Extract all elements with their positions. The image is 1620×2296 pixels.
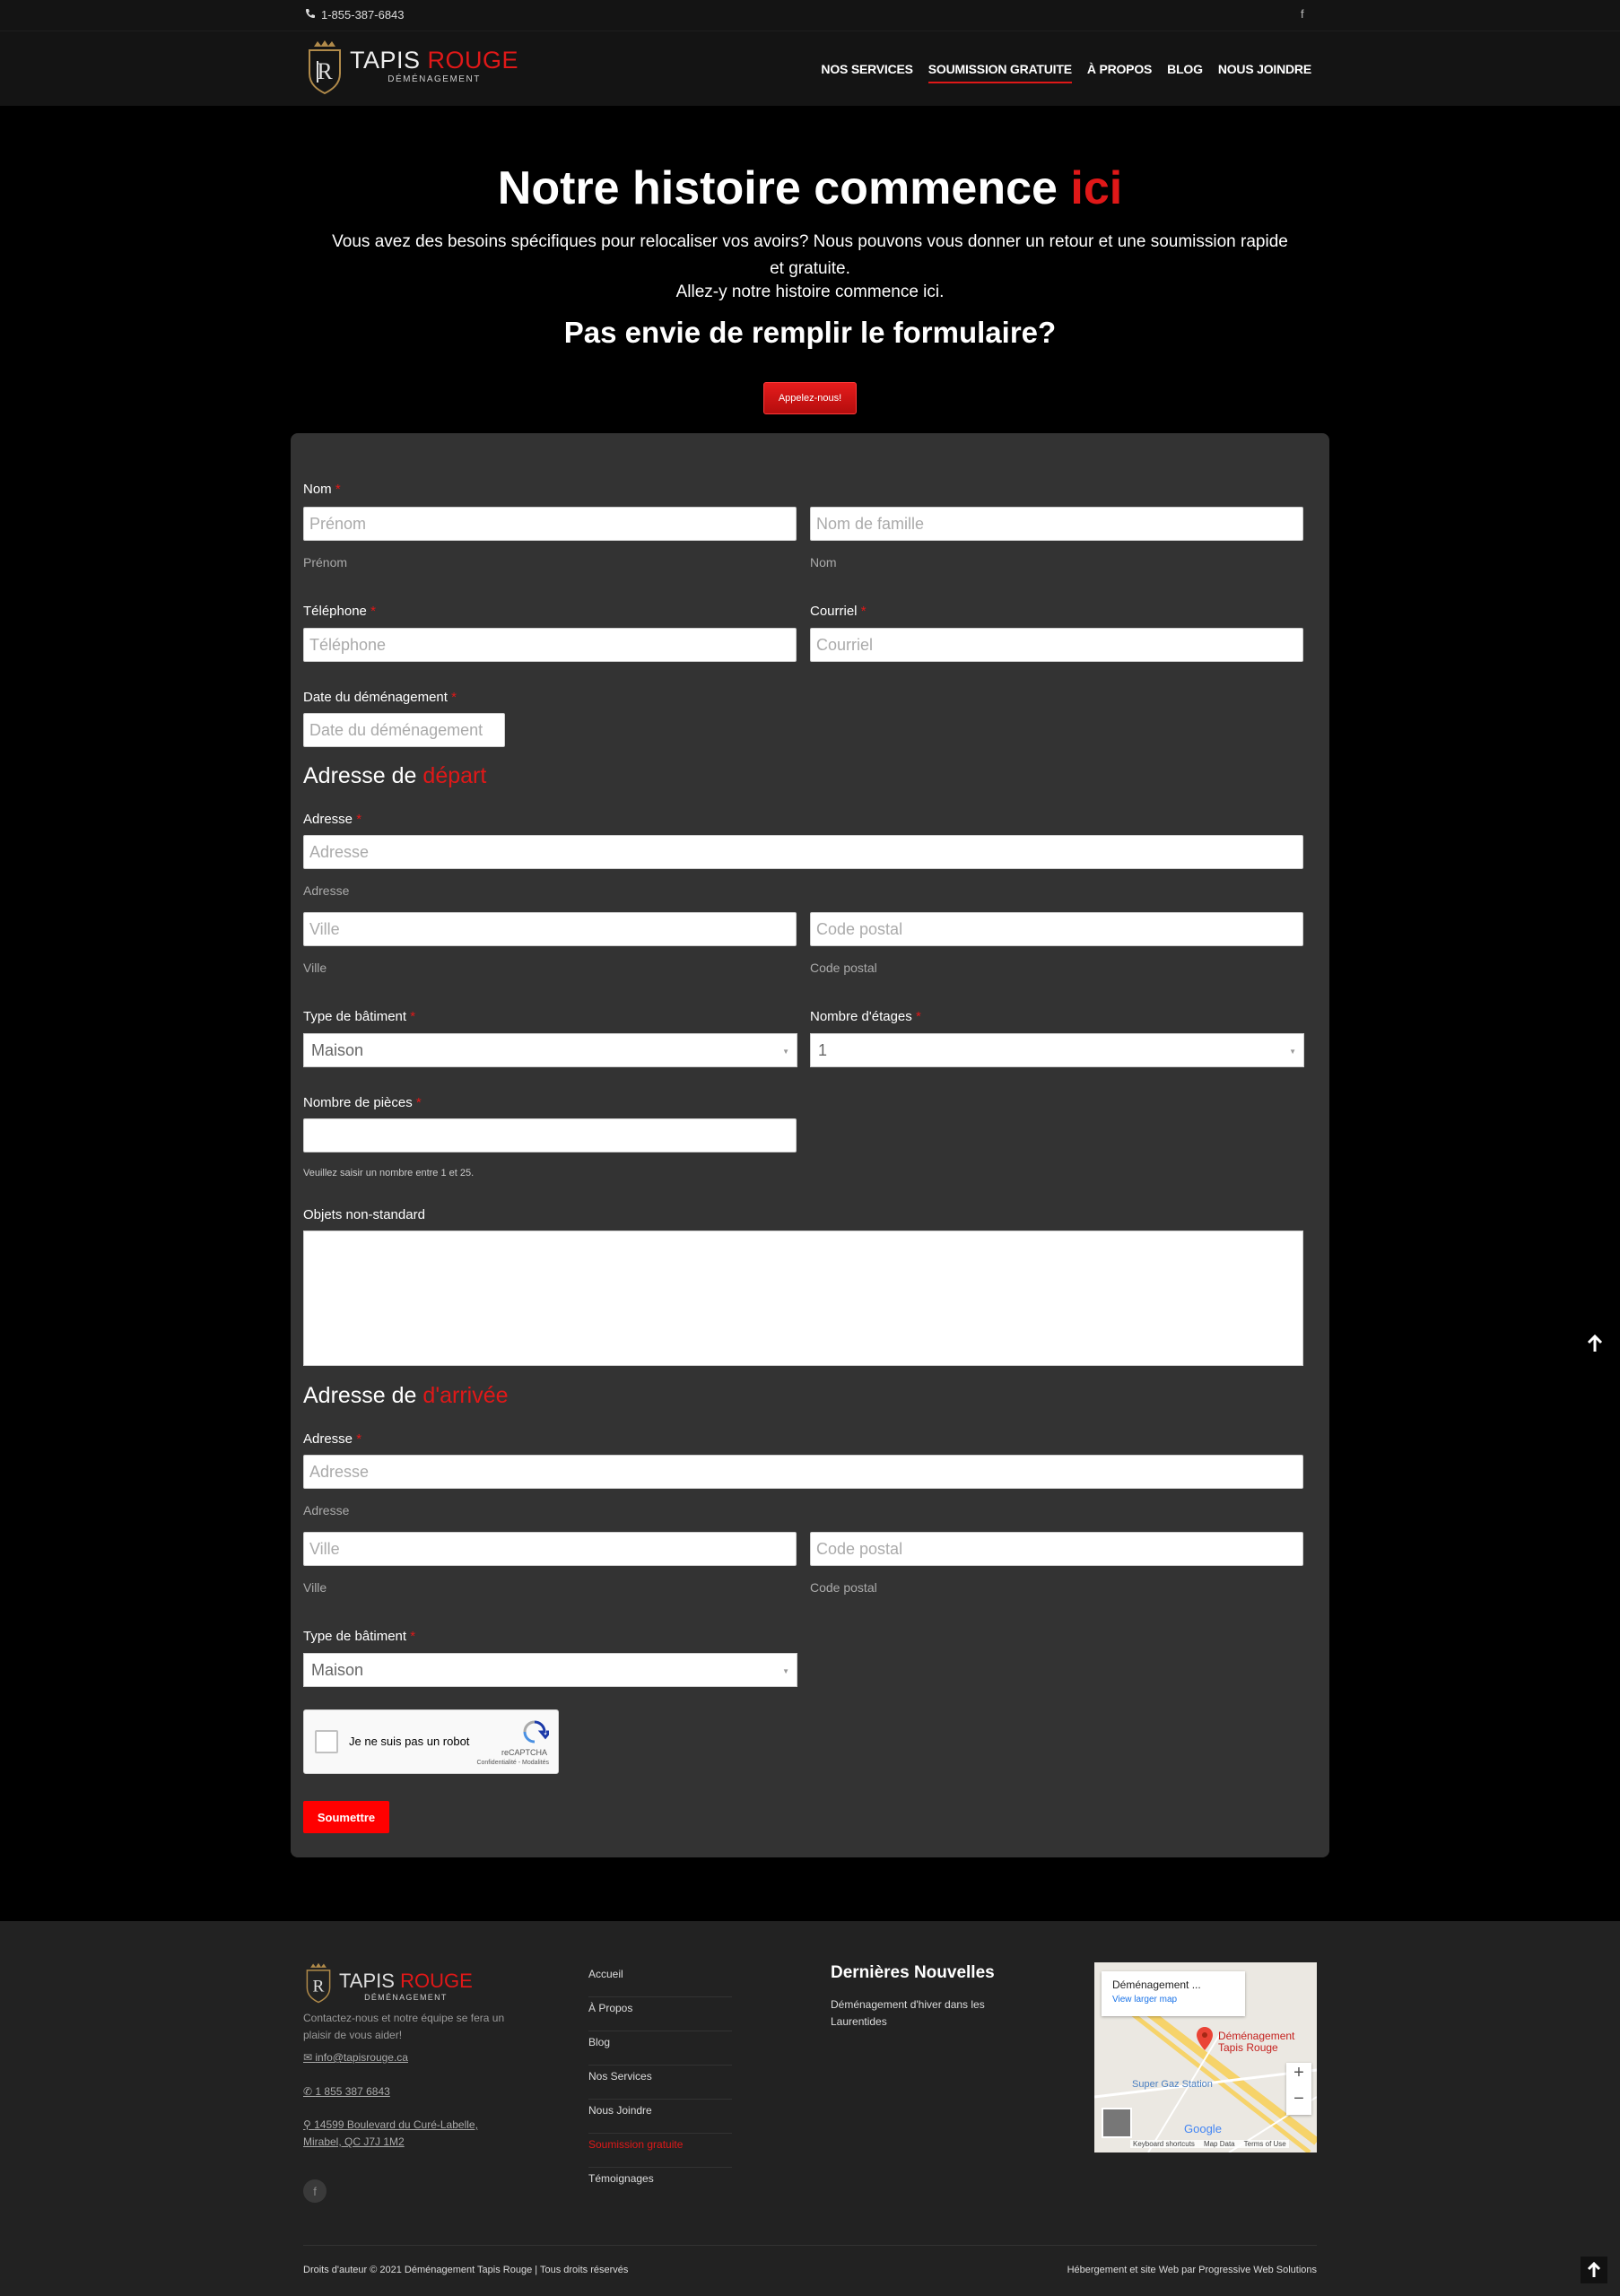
- map-marker-label-2: Tapis Rouge: [1218, 2041, 1278, 2054]
- footer-address-link[interactable]: [303, 2118, 478, 2131]
- floors-label-text: Nombre d'étages: [810, 1009, 912, 1024]
- credit-text[interactable]: Hébergement et site Web par Progressive Web Solutions: [1067, 2265, 1317, 2275]
- footer-logo[interactable]: [303, 1962, 473, 2008]
- departure-title-accent: départ: [422, 763, 487, 788]
- rooms-label-text: Nombre de pièces: [303, 1095, 413, 1110]
- footer-brand-subtitle: DÉMÉNAGEMENT: [364, 1992, 448, 2002]
- footer-address-line2[interactable]: Mirabel, QC J7J 1M2: [303, 2135, 405, 2148]
- recaptcha-checkbox[interactable]: [315, 1730, 338, 1753]
- recaptcha-brand: reCAPTCHA: [501, 1748, 547, 1757]
- chevron-down-icon: ▼: [782, 1048, 789, 1056]
- recaptcha-links[interactable]: Confidentialité - Modalités: [476, 1760, 549, 1766]
- departure-address-input[interactable]: Adresse: [303, 835, 1303, 869]
- phone-label: [303, 604, 376, 619]
- footer-phone: 1 855 387 6843: [315, 2085, 390, 2098]
- map-zoom-controls: [1286, 2063, 1311, 2115]
- site-header: [0, 30, 1620, 106]
- arrival-building-label-text: Type de bâtiment: [303, 1629, 407, 1644]
- departure-city-input[interactable]: Ville: [303, 912, 797, 946]
- intro-paragraph: Vous avez des besoins spécifiques pour relocaliser vos avoirs? Nous pouvons vous donner un retour et une soumission rapide et gratuite.: [332, 232, 1288, 278]
- departure-building-value: Maison: [311, 1040, 364, 1059]
- map-place-card: [1102, 1971, 1245, 2016]
- footer-menu-soumission[interactable]: Soumission gratuite: [588, 2134, 732, 2168]
- brand-text: [350, 47, 518, 84]
- departure-building-label-text: Type de bâtiment: [303, 1009, 407, 1024]
- nonstandard-label: Objets non-standard: [303, 1207, 425, 1222]
- recaptcha-text: Je ne suis pas un robot: [349, 1735, 470, 1748]
- phone-icon: [305, 8, 316, 22]
- first-name-input[interactable]: Prénom: [303, 507, 797, 541]
- footer-address-line1: 14599 Boulevard du Curé-Labelle,: [314, 2118, 478, 2131]
- footer-brand-part2: ROUGE: [400, 1969, 473, 1992]
- phone-input[interactable]: Téléphone: [303, 628, 797, 662]
- footer-email-link[interactable]: [303, 2051, 408, 2064]
- required-mark: *: [860, 604, 867, 619]
- arrival-address-input[interactable]: Adresse: [303, 1455, 1303, 1489]
- departure-address-sublabel: Adresse: [303, 883, 350, 898]
- map-data[interactable]: Map Data: [1203, 2140, 1235, 2148]
- brand-name-part1: TAPIS: [350, 47, 428, 74]
- arrival-postal-sublabel: Code postal: [810, 1580, 877, 1595]
- date-label: [303, 690, 457, 705]
- map-satellite-thumbnail[interactable]: [1102, 2108, 1132, 2138]
- news-title: Dernières Nouvelles: [831, 1963, 995, 1982]
- main-nav: [821, 62, 1311, 83]
- top-phone-text: 1-855-387-6843: [321, 8, 405, 22]
- footer-email: info@tapisrouge.ca: [315, 2051, 408, 2064]
- floors-label: [810, 1009, 921, 1024]
- footer-menu-services[interactable]: Nos Services: [588, 2066, 732, 2100]
- zoom-in-icon[interactable]: +: [1293, 2063, 1304, 2083]
- floors-select[interactable]: [810, 1033, 1304, 1067]
- top-bar: [0, 0, 1620, 30]
- arrival-postal-input[interactable]: Code postal: [810, 1532, 1303, 1566]
- map-terms[interactable]: Terms of Use: [1243, 2140, 1286, 2148]
- submit-button[interactable]: Soumettre: [303, 1801, 389, 1833]
- intro-paragraph-2: Allez-y notre histoire commence ici.: [675, 283, 945, 301]
- required-mark: *: [335, 482, 341, 497]
- footer-menu-a-propos[interactable]: À Propos: [588, 1997, 732, 2031]
- copyright-text: Droits d'auteur © 2021 Déménagement Tapis Rouge | Tous droits réservés: [303, 2265, 629, 2275]
- zoom-out-icon[interactable]: −: [1293, 2089, 1304, 2109]
- footer-menu-joindre[interactable]: Nous Joindre: [588, 2100, 732, 2134]
- nav-soumission[interactable]: SOUMISSION GRATUITE: [928, 62, 1072, 83]
- envelope-icon: ✉: [303, 2051, 316, 2064]
- arrow-up-icon[interactable]: [1582, 1331, 1607, 1356]
- map-place-title: Déménagement ...: [1112, 1979, 1201, 1991]
- page-title-main: Notre histoire commence: [497, 162, 1071, 214]
- footer-contact-text: Contactez-nous et notre équipe se fera un plaisir de vous aider!: [303, 2012, 505, 2041]
- footer-menu-accueil[interactable]: Accueil: [588, 1963, 732, 1997]
- footer-brand-text: [339, 1970, 473, 2002]
- brand-name-part2: ROUGE: [427, 47, 519, 74]
- chevron-down-icon: ▼: [782, 1667, 789, 1675]
- email-label: [810, 604, 867, 619]
- required-mark: *: [410, 1009, 416, 1024]
- footer-phone-link[interactable]: [303, 2085, 390, 2098]
- arrival-building-value: Maison: [311, 1660, 364, 1679]
- departure-city-sublabel: Ville: [303, 961, 327, 975]
- map-marker-label: [1218, 2031, 1294, 2054]
- phone-label-text: Téléphone: [303, 604, 367, 619]
- footer-divider: [303, 2245, 1317, 2246]
- arrival-address-sublabel: Adresse: [303, 1503, 350, 1518]
- map-marker-icon: [1197, 2027, 1213, 2055]
- departure-building-select[interactable]: [303, 1033, 797, 1067]
- arrival-city-input[interactable]: Ville: [303, 1532, 797, 1566]
- nav-services[interactable]: NOS SERVICES: [821, 62, 913, 76]
- map-keyboard-shortcuts[interactable]: Keyboard shortcuts: [1133, 2140, 1195, 2148]
- map-view-larger-link[interactable]: View larger map: [1112, 1995, 1178, 2005]
- name-label: [303, 482, 341, 497]
- arrival-address-label-text: Adresse: [303, 1431, 353, 1447]
- email-label-text: Courriel: [810, 604, 858, 619]
- last-name-sublabel: Nom: [810, 555, 837, 570]
- footer-menu: [588, 1963, 732, 2202]
- name-label-text: Nom: [303, 482, 332, 497]
- rooms-input[interactable]: [303, 1118, 797, 1152]
- departure-address-label-text: Adresse: [303, 812, 353, 827]
- map-attribution: [1130, 2140, 1289, 2148]
- arrival-title-accent: d'arrivée: [422, 1383, 509, 1408]
- date-label-text: Date du déménagement: [303, 690, 448, 705]
- floors-value: 1: [818, 1040, 828, 1059]
- arrow-up-icon: [1587, 2262, 1601, 2278]
- site-logo[interactable]: [305, 39, 518, 91]
- required-mark: *: [370, 604, 376, 619]
- hero-subtitle: Pas envie de remplir le formulaire?: [563, 316, 1057, 349]
- google-map[interactable]: [1094, 1962, 1317, 2152]
- arrival-building-select[interactable]: [303, 1653, 797, 1687]
- footer-brand-part1: TAPIS: [339, 1969, 401, 1992]
- arrival-address-label: [303, 1431, 361, 1447]
- footer-menu-temoignages[interactable]: Témoignages: [588, 2172, 654, 2185]
- svg-text:R: R: [312, 1977, 325, 1996]
- recaptcha-logo-icon: [520, 1719, 549, 1744]
- nonstandard-textarea[interactable]: [303, 1231, 1303, 1366]
- arrival-building-label: [303, 1629, 415, 1644]
- google-logo: Google: [1184, 2122, 1222, 2135]
- facebook-icon[interactable]: f: [1301, 7, 1304, 21]
- crest-logo-icon: [305, 39, 344, 91]
- footer-menu-blog[interactable]: Blog: [588, 2031, 732, 2066]
- nav-nous-joindre[interactable]: NOUS JOINDRE: [1217, 62, 1311, 76]
- arrival-title-main: Adresse de: [303, 1383, 423, 1408]
- rooms-label: [303, 1095, 422, 1110]
- location-pin-icon: ⚲: [303, 2118, 315, 2131]
- required-mark: *: [410, 1629, 416, 1644]
- arrival-section-title: [303, 1383, 509, 1409]
- back-to-top-button[interactable]: [1581, 2257, 1607, 2283]
- site-footer: [0, 1921, 1620, 2296]
- departure-building-label: [303, 1009, 415, 1024]
- chevron-down-icon: ▼: [1289, 1048, 1296, 1056]
- required-mark: *: [915, 1009, 921, 1024]
- news-item-link[interactable]: Déménagement d'hiver dans les Laurentides: [831, 1998, 985, 2028]
- required-mark: *: [356, 812, 362, 827]
- required-mark: *: [415, 1095, 422, 1110]
- departure-address-label: [303, 812, 361, 827]
- svg-text:R: R: [317, 58, 333, 84]
- page-title: [0, 161, 1620, 215]
- nav-a-propos[interactable]: À PROPOS: [1086, 62, 1153, 76]
- map-poi-label: Super Gaz Station: [1132, 2079, 1213, 2090]
- rooms-help-text: Veuillez saisir un nombre entre 1 et 25.: [303, 1168, 475, 1178]
- required-mark: *: [451, 690, 457, 705]
- arrival-city-sublabel: Ville: [303, 1580, 327, 1595]
- departure-postal-sublabel: Code postal: [810, 961, 877, 975]
- brand-name: [350, 47, 518, 74]
- recaptcha-widget: [303, 1709, 559, 1774]
- brand-subtitle: DÉMÉNAGEMENT: [388, 74, 481, 84]
- first-name-sublabel: Prénom: [303, 555, 348, 570]
- departure-section-title: [303, 763, 486, 789]
- map-marker-label-1: Déménagement: [1218, 2030, 1295, 2042]
- departure-title-main: Adresse de: [303, 763, 423, 788]
- footer-brand-name: [339, 1970, 473, 1993]
- last-name-input[interactable]: Nom de famille: [810, 507, 1303, 541]
- page-title-accent: ici: [1070, 162, 1123, 214]
- departure-postal-input[interactable]: Code postal: [810, 912, 1303, 946]
- phone-icon: ✆: [303, 2085, 316, 2098]
- top-phone[interactable]: [305, 8, 405, 22]
- crest-logo-icon: [303, 1962, 334, 2008]
- footer-facebook-icon[interactable]: f: [303, 2179, 327, 2203]
- call-us-button[interactable]: Appelez-nous!: [763, 382, 857, 414]
- move-date-input[interactable]: Date du déménagement: [303, 713, 505, 747]
- email-input[interactable]: Courriel: [810, 628, 1303, 662]
- nav-blog[interactable]: BLOG: [1167, 62, 1203, 76]
- required-mark: *: [356, 1431, 362, 1447]
